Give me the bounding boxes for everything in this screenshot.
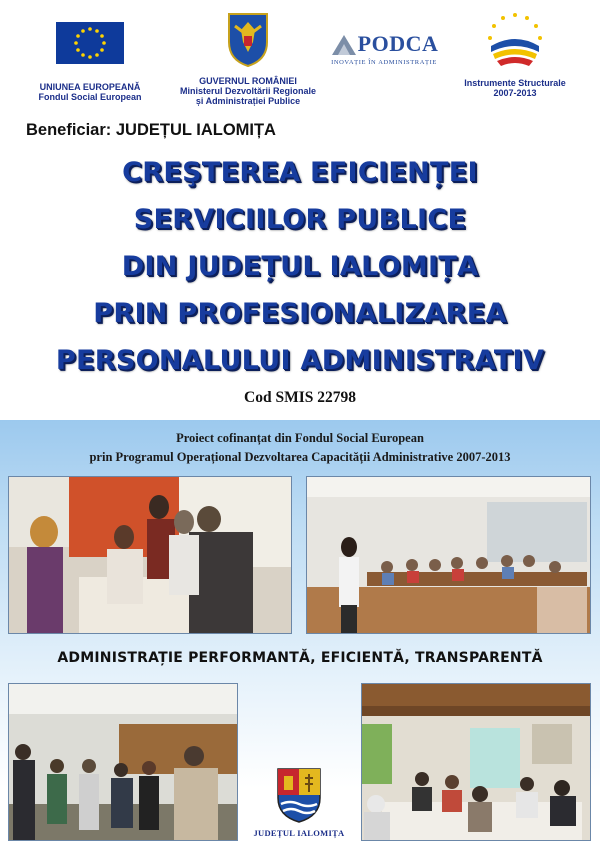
government-logo [170,12,326,106]
eu-logo [30,22,150,102]
structural-instruments-line1: Instrumente Structurale [464,78,566,88]
podca-logo [322,30,446,66]
smis-code: Cod SMIS 22798 [244,389,356,406]
government-logo-line1: GUVERNUL ROMÂNIEI [199,76,297,86]
cofinancing-line2: prin Programul Operațional Dezvoltarea Capacității Administrative 2007-2013 [89,450,511,464]
eu-logo-line1: UNIUNEA EUROPEANĂ [39,82,141,92]
ialomita-county-coat-of-arms-icon [275,766,323,824]
title-line-5: PERSONALULUI ADMINISTRATIV [55,345,545,376]
title-line-3: DIN JUDEȚUL IALOMIȚA [121,251,479,282]
government-logo-line2: Ministerul Dezvoltării Regionale [179,86,317,96]
cofinancing-text [0,429,600,467]
title-line-4: PRIN PROFESIONALIZAREA [93,298,507,329]
structural-instruments-star-icon [483,10,547,70]
government-logo-line3: și Administrației Publice [195,96,301,106]
photo-training-room [306,476,591,634]
title-line-2: SERVICIILOR PUBLICE [133,204,467,235]
project-title [0,149,600,384]
beneficiary-label: Beneficiar: JUDEȚUL IALOMIȚA [26,121,276,139]
podca-logo-tagline: INOVAȚIE ÎN ADMINISTRAȚIE [331,59,437,66]
podca-logo-icon [330,31,358,57]
structural-instruments-logo [455,10,575,98]
slogan: ADMINISTRAȚIE PERFORMANTĂ, EFICIENTĂ, TRANSPARENTĂ [57,650,543,666]
county-logo [244,766,354,838]
structural-instruments-line2: 2007-2013 [493,88,537,98]
cofinancing-line1: Proiect cofinanțat din Fondul Social European [176,431,424,445]
county-logo-caption: JUDEȚUL IALOMIȚA [253,828,345,838]
photo-standing-discussion [8,683,238,841]
podca-logo-name: PODCA [357,31,439,56]
romanian-coat-of-arms-icon [225,12,271,68]
eu-flag-icon [56,22,124,64]
photo-group-session [361,683,591,841]
title-line-1: CREŞTEREA EFICIENȚEI [122,157,478,188]
eu-logo-line2: Fondul Social European [38,92,142,102]
partner-logos [0,0,600,115]
photo-workshop-table [8,476,292,634]
